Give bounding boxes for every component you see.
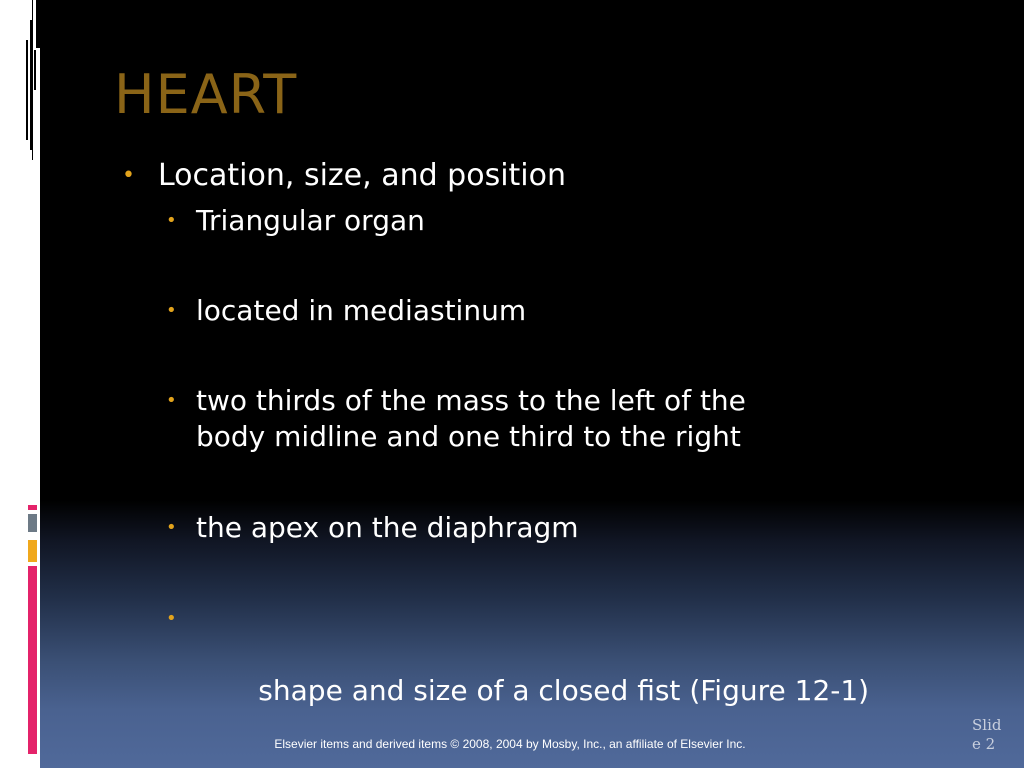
bullet-item-level1 [122, 158, 567, 194]
bullet-dot-icon: • [166, 608, 177, 629]
bullet-dot-icon: • [166, 390, 177, 411]
bullet-text: the apex on the diaphragm [196, 511, 579, 544]
bullet-text-line: body midline and one third to the right [196, 420, 741, 453]
bullet-dot-icon: • [122, 163, 135, 188]
slide-number: Slide 2 [972, 716, 1002, 753]
bullet-item-level2 [166, 383, 746, 455]
bullet-text: shape and size of a closed fist (Figure 12-1) [249, 674, 870, 707]
bullet-text: Location, size, and position [158, 158, 567, 193]
copyright-footer: Elsevier items and derived items © 2008, 2004 by Mosby, Inc., an affiliate of Elsevier Inc. [274, 737, 746, 751]
bullet-dot-icon: • [166, 300, 177, 321]
bullet-item-level2 [166, 510, 579, 546]
bullet-text: located in mediastinum [196, 294, 527, 327]
bullet-item-level2 [166, 203, 425, 239]
bullet-dot-icon: • [166, 517, 177, 538]
bullet-item-level2 [166, 293, 527, 329]
bullet-dot-icon: • [166, 210, 177, 231]
bullet-text: Triangular organ [196, 204, 425, 237]
bullet-text-line: two thirds of the mass to the left of the [196, 384, 746, 417]
slide-title: HEART [114, 63, 298, 126]
bullet-item-level2 [166, 601, 870, 745]
